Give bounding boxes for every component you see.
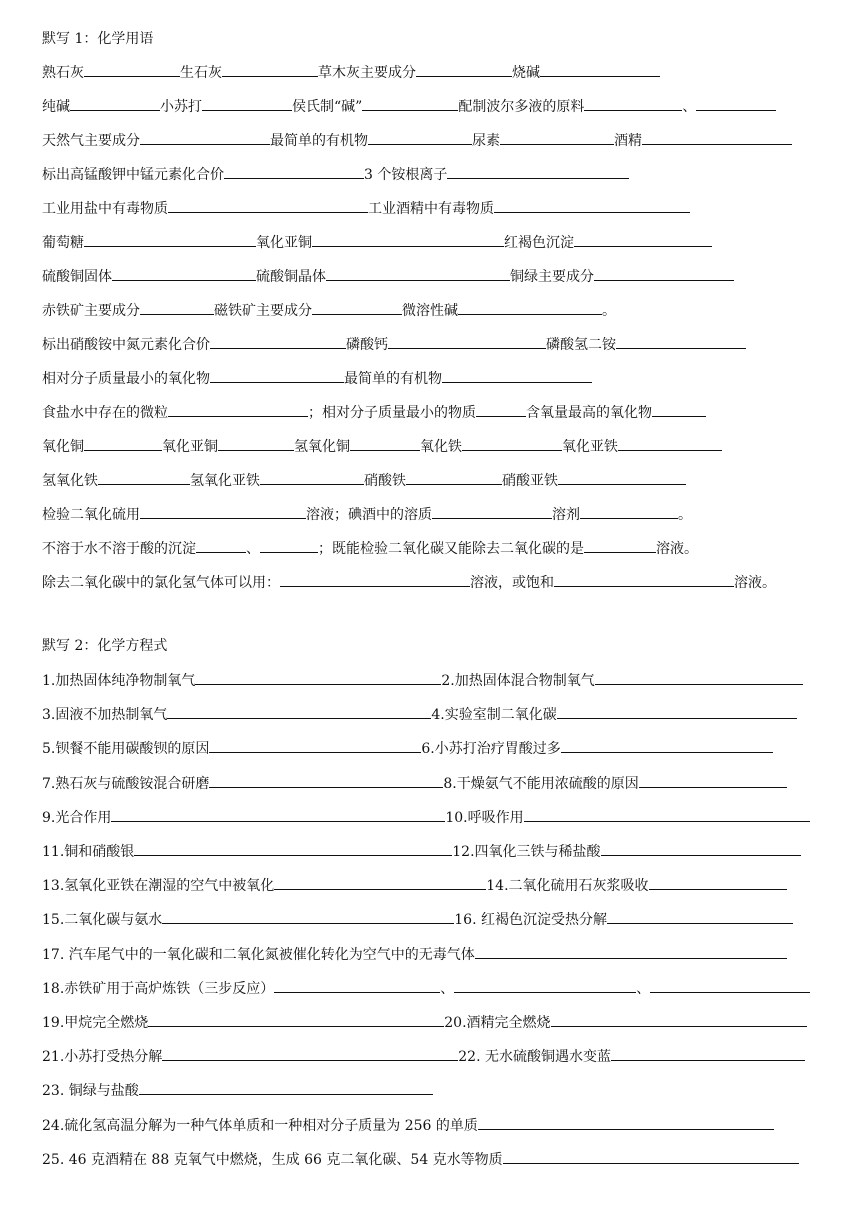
answer-blank[interactable] bbox=[584, 96, 682, 111]
answer-blank[interactable] bbox=[540, 62, 660, 77]
section1-row bbox=[42, 470, 822, 492]
section2-row bbox=[42, 1080, 822, 1102]
prompt-text: 、 bbox=[246, 541, 260, 557]
prompt-text: 氢氧化亚铁 bbox=[190, 473, 260, 489]
prompt-text: 17. 汽车尾气中的一氧化碳和二氧化氮被催化转化为空气中的无毒气体 bbox=[42, 946, 475, 963]
section1-row bbox=[42, 538, 822, 560]
answer-blank[interactable] bbox=[500, 130, 614, 145]
prompt-text: 酒精 bbox=[614, 133, 642, 149]
answer-blank[interactable] bbox=[70, 96, 160, 111]
answer-blank[interactable] bbox=[618, 436, 722, 451]
answer-blank[interactable] bbox=[442, 368, 592, 383]
answer-blank[interactable] bbox=[196, 538, 246, 553]
answer-blank[interactable] bbox=[140, 130, 270, 145]
prompt-text: 11.铜和硝酸银 bbox=[42, 844, 135, 860]
answer-blank[interactable] bbox=[218, 436, 294, 451]
section2-row bbox=[42, 1012, 822, 1034]
section1-row bbox=[42, 266, 822, 288]
prompt-text: 铜绿主要成分 bbox=[510, 269, 594, 285]
section2-row bbox=[42, 704, 822, 726]
prompt-text: 磷酸钙 bbox=[346, 337, 388, 353]
prompt-text: 氧化铁 bbox=[420, 439, 462, 455]
prompt-text: 氧化亚铁 bbox=[562, 439, 618, 455]
answer-blank[interactable] bbox=[84, 232, 256, 247]
prompt-text: 3 个铵根离子 bbox=[364, 167, 448, 183]
answer-blank[interactable] bbox=[134, 841, 452, 856]
prompt-text: 标出高锰酸钾中锰元素化合价 bbox=[42, 167, 224, 183]
answer-blank[interactable] bbox=[432, 504, 552, 519]
answer-blank[interactable] bbox=[584, 538, 656, 553]
answer-blank[interactable] bbox=[642, 130, 792, 145]
prompt-text: 1.加热固体纯净物制氧气 bbox=[42, 673, 196, 689]
prompt-text: 侯氏制“碱” bbox=[292, 99, 363, 115]
answer-blank[interactable] bbox=[601, 841, 801, 856]
section1-row bbox=[42, 198, 822, 220]
prompt-text: 标出硝酸铵中氮元素化合价 bbox=[42, 337, 210, 353]
answer-blank[interactable] bbox=[406, 470, 502, 485]
prompt-text: 工业用盐中有毒物质 bbox=[42, 201, 168, 217]
section2-row bbox=[42, 1149, 822, 1171]
answer-blank[interactable] bbox=[148, 1012, 444, 1027]
answer-blank[interactable] bbox=[611, 1046, 805, 1061]
answer-blank[interactable] bbox=[140, 504, 306, 519]
answer-blank[interactable] bbox=[98, 470, 190, 485]
prompt-text: 葡萄糖 bbox=[42, 235, 84, 251]
answer-blank[interactable] bbox=[111, 807, 445, 822]
answer-blank[interactable] bbox=[210, 334, 346, 349]
section1-row bbox=[42, 368, 822, 390]
prompt-text: ；相对分子质量最小的物质 bbox=[308, 405, 476, 421]
prompt-text: 15.二氧化碳与氨水 bbox=[42, 912, 163, 929]
answer-blank[interactable] bbox=[616, 334, 746, 349]
prompt-text: 12.四氧化三铁与稀盐酸 bbox=[452, 844, 601, 860]
prompt-text: 纯碱 bbox=[42, 99, 70, 115]
prompt-text: 氧化亚铜 bbox=[256, 235, 312, 251]
prompt-text: 工业酒精中有毒物质 bbox=[368, 201, 494, 217]
answer-blank[interactable] bbox=[274, 978, 440, 993]
prompt-text: 、 bbox=[636, 980, 651, 997]
prompt-text: 25. 46 克酒精在 88 克氧气中燃烧，生成 66 克二氧化碳、54 克水等物质 bbox=[42, 1151, 503, 1168]
prompt-text: 21.小苏打受热分解 bbox=[42, 1049, 163, 1066]
prompt-text: 9.光合作用 bbox=[42, 809, 112, 826]
answer-blank[interactable] bbox=[84, 436, 162, 451]
answer-blank[interactable] bbox=[350, 436, 420, 451]
prompt-text: 6.小苏打治疗胃酸过多 bbox=[421, 741, 561, 758]
answer-blank[interactable] bbox=[312, 232, 504, 247]
answer-blank[interactable] bbox=[168, 198, 368, 213]
section1-row bbox=[42, 334, 822, 356]
prompt-text: 3.固液不加热制氧气 bbox=[42, 707, 168, 724]
answer-blank[interactable] bbox=[458, 300, 602, 315]
prompt-text: 除去二氧化碳中的氯化氢气体可以用： bbox=[42, 575, 280, 591]
prompt-text: 食盐水中存在的微粒 bbox=[42, 405, 168, 421]
section2-title: 默写 2：化学方程式 bbox=[42, 638, 168, 654]
answer-blank[interactable] bbox=[607, 909, 793, 924]
prompt-text: 溶剂 bbox=[552, 507, 580, 523]
answer-blank[interactable] bbox=[280, 572, 470, 587]
answer-blank[interactable] bbox=[112, 266, 256, 281]
section1-row bbox=[42, 130, 822, 152]
section2-row bbox=[42, 944, 822, 966]
answer-blank[interactable] bbox=[639, 773, 787, 788]
prompt-text: 生石灰 bbox=[180, 65, 222, 81]
answer-blank[interactable] bbox=[312, 300, 402, 315]
prompt-text: 23. 铜绿与盐酸 bbox=[42, 1083, 139, 1100]
section1-row bbox=[42, 62, 822, 84]
answer-blank[interactable] bbox=[580, 504, 678, 519]
answer-blank[interactable] bbox=[558, 470, 686, 485]
answer-blank[interactable] bbox=[224, 164, 364, 179]
answer-blank[interactable] bbox=[222, 62, 318, 77]
answer-blank[interactable] bbox=[260, 538, 318, 553]
prompt-text: 10.呼吸作用 bbox=[445, 809, 524, 826]
prompt-text: 尿素 bbox=[472, 133, 500, 149]
section1-row bbox=[42, 504, 822, 526]
section1-row bbox=[42, 232, 822, 254]
prompt-text: 熟石灰 bbox=[42, 65, 84, 81]
section2-row bbox=[42, 670, 822, 692]
answer-blank[interactable] bbox=[557, 704, 797, 719]
prompt-text: 溶液。 bbox=[656, 541, 698, 557]
answer-blank[interactable] bbox=[388, 334, 546, 349]
answer-blank[interactable] bbox=[494, 198, 690, 213]
prompt-text: 天然气主要成分 bbox=[42, 133, 140, 149]
prompt-text: 、 bbox=[440, 980, 455, 997]
prompt-text: 氢氧化铁 bbox=[42, 473, 98, 489]
answer-blank[interactable] bbox=[561, 738, 773, 753]
prompt-text: 氧化铜 bbox=[42, 439, 84, 455]
answer-blank[interactable] bbox=[574, 232, 712, 247]
answer-blank[interactable] bbox=[260, 470, 364, 485]
section2-row bbox=[42, 875, 822, 897]
answer-blank[interactable] bbox=[274, 875, 486, 890]
answer-blank[interactable] bbox=[454, 978, 636, 993]
answer-blank[interactable] bbox=[696, 96, 776, 111]
prompt-text: 溶液；碘酒中的溶质 bbox=[306, 507, 432, 523]
answer-blank[interactable] bbox=[475, 944, 787, 959]
answer-blank[interactable] bbox=[209, 773, 443, 788]
prompt-text: 红褐色沉淀 bbox=[504, 235, 574, 251]
prompt-text: 16. 红褐色沉淀受热分解 bbox=[454, 912, 607, 929]
prompt-text: 硫酸铜固体 bbox=[42, 269, 112, 285]
section1-row bbox=[42, 164, 822, 186]
prompt-text: 硝酸铁 bbox=[364, 473, 406, 489]
prompt-text: 不溶于水不溶于酸的沉淀 bbox=[42, 541, 196, 557]
prompt-text: 硫酸铜晶体 bbox=[256, 269, 326, 285]
section2-row bbox=[42, 738, 822, 760]
prompt-text: 相对分子质量最小的氧化物 bbox=[42, 371, 210, 387]
prompt-text: 溶液，或饱和 bbox=[470, 575, 554, 591]
answer-blank[interactable] bbox=[652, 402, 706, 417]
prompt-text: 最简单的有机物 bbox=[344, 371, 442, 387]
answer-blank[interactable] bbox=[162, 909, 454, 924]
prompt-text: 含氧量最高的氧化物 bbox=[526, 405, 652, 421]
answer-blank[interactable] bbox=[649, 875, 787, 890]
prompt-text: 22. 无水硫酸铜遇水变蓝 bbox=[458, 1049, 611, 1066]
prompt-text: 配制波尔多液的原料 bbox=[458, 99, 585, 115]
answer-blank[interactable] bbox=[554, 572, 734, 587]
prompt-text: 13.氢氧化亚铁在潮湿的空气中被氧化 bbox=[42, 878, 275, 895]
answer-blank[interactable] bbox=[167, 704, 431, 719]
answer-blank[interactable] bbox=[195, 670, 441, 685]
section2-row bbox=[42, 1115, 822, 1137]
prompt-text: 24.硫化氢高温分解为一种气体单质和一种相对分子质量为 256 的单质 bbox=[42, 1117, 478, 1134]
answer-blank[interactable] bbox=[326, 266, 510, 281]
section2-row bbox=[42, 1046, 822, 1068]
answer-blank[interactable] bbox=[478, 1115, 774, 1130]
prompt-text: 2.加热固体混合物制氧气 bbox=[441, 673, 595, 689]
answer-blank[interactable] bbox=[202, 96, 292, 111]
answer-blank[interactable] bbox=[139, 1080, 433, 1095]
prompt-text: 烧碱 bbox=[512, 65, 540, 81]
answer-blank[interactable] bbox=[209, 738, 421, 753]
section1-row bbox=[42, 402, 822, 424]
prompt-text: 磷酸氢二铵 bbox=[546, 337, 616, 353]
answer-blank[interactable] bbox=[162, 1046, 458, 1061]
prompt-text: 溶液。 bbox=[734, 575, 776, 591]
prompt-text: 19.甲烷完全燃烧 bbox=[42, 1015, 149, 1031]
section2-row bbox=[42, 773, 822, 795]
answer-blank[interactable] bbox=[462, 436, 562, 451]
answer-blank[interactable] bbox=[84, 62, 180, 77]
prompt-text: 小苏打 bbox=[160, 99, 202, 115]
answer-blank[interactable] bbox=[650, 978, 810, 993]
answer-blank[interactable] bbox=[594, 266, 734, 281]
answer-blank[interactable] bbox=[210, 368, 344, 383]
section1-row bbox=[42, 436, 822, 458]
prompt-text: 8.干燥氨气不能用浓硫酸的原因 bbox=[443, 775, 639, 792]
section2-row bbox=[42, 807, 822, 829]
prompt-text: 磁铁矿主要成分 bbox=[214, 303, 312, 319]
answer-blank[interactable] bbox=[140, 300, 214, 315]
prompt-text: 检验二氧化硫用 bbox=[42, 507, 140, 523]
answer-blank[interactable] bbox=[362, 96, 458, 111]
section2-row bbox=[42, 841, 822, 863]
prompt-text: 18.赤铁矿用于高炉炼铁（三步反应） bbox=[42, 980, 275, 997]
section1-row bbox=[42, 96, 822, 118]
answer-blank[interactable] bbox=[168, 402, 308, 417]
prompt-text: 草木灰主要成分 bbox=[318, 65, 416, 81]
answer-blank[interactable] bbox=[595, 670, 803, 685]
prompt-text: 氧化亚铜 bbox=[162, 439, 218, 455]
answer-blank[interactable] bbox=[368, 130, 472, 145]
section1-row bbox=[42, 572, 822, 594]
answer-blank[interactable] bbox=[447, 164, 629, 179]
answer-blank[interactable] bbox=[476, 402, 526, 417]
prompt-text: 最简单的有机物 bbox=[270, 133, 368, 149]
prompt-text: 20.酒精完全燃烧 bbox=[444, 1015, 551, 1031]
prompt-text: 微溶性碱 bbox=[402, 303, 458, 319]
prompt-text: 。 bbox=[678, 507, 692, 523]
prompt-text: 硝酸亚铁 bbox=[502, 473, 558, 489]
prompt-text: 14.二氧化硫用石灰浆吸收 bbox=[486, 878, 649, 895]
prompt-text: 。 bbox=[602, 303, 616, 319]
answer-blank[interactable] bbox=[524, 807, 810, 822]
section1-row bbox=[42, 300, 822, 322]
section2-row bbox=[42, 909, 822, 931]
prompt-text: 7.熟石灰与硫酸铵混合研磨 bbox=[42, 775, 210, 792]
section1-title: 默写 1：化学用语 bbox=[42, 31, 154, 47]
answer-blank[interactable] bbox=[503, 1149, 799, 1164]
answer-blank[interactable] bbox=[551, 1012, 807, 1027]
prompt-text: 赤铁矿主要成分 bbox=[42, 303, 140, 319]
prompt-text: ；既能检验二氧化碳又能除去二氧化碳的是 bbox=[318, 541, 584, 557]
answer-blank[interactable] bbox=[416, 62, 512, 77]
prompt-text: 5.钡餐不能用碳酸钡的原因 bbox=[42, 741, 210, 758]
prompt-text: 氢氧化铜 bbox=[294, 439, 350, 455]
section2-row bbox=[42, 978, 822, 1000]
prompt-text: 4.实验室制二氧化碳 bbox=[431, 707, 557, 724]
prompt-text: 、 bbox=[682, 99, 697, 115]
